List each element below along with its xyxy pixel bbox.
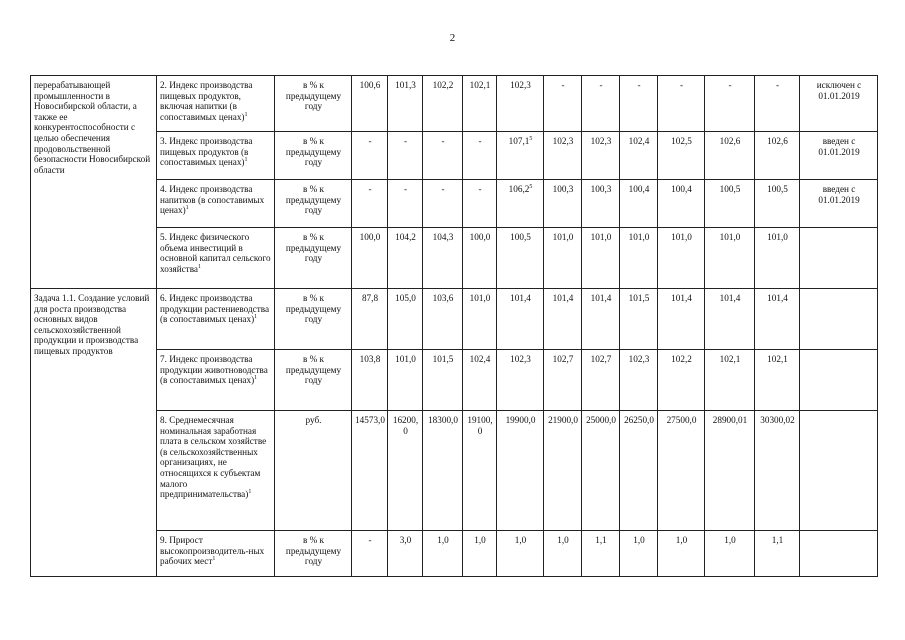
value-cell xyxy=(705,132,755,180)
unit-cell: в % к предыдущему году xyxy=(275,180,352,228)
unit-cell: в % к предыдущему году xyxy=(275,289,352,350)
indicator-name: 5. Индекс физического объема инвестиций в основной капитал сельского хозяйства xyxy=(160,232,271,274)
value-text: 101,4 xyxy=(552,293,574,303)
footnote-ref: 1 xyxy=(254,375,258,382)
indicator-cell xyxy=(157,180,275,228)
indicator-name: 4. Индекс производства напитков (в сопоставимых ценах) xyxy=(160,184,265,216)
value-text: 101,5 xyxy=(628,293,650,303)
value-cell xyxy=(497,531,544,577)
value-cell xyxy=(423,411,463,531)
value-cell xyxy=(620,411,658,531)
unit-cell: в % к предыдущему году xyxy=(275,228,352,289)
footnote-ref: 1 xyxy=(248,489,252,496)
indicator-name: 9. Прирост высокопроизводитель-ных рабочих мест xyxy=(160,535,265,567)
value-cell xyxy=(544,289,582,350)
value-text: - xyxy=(403,136,408,146)
value-text: - xyxy=(368,184,372,194)
table-row xyxy=(31,132,878,180)
value-cell xyxy=(544,228,582,289)
value-text: 19100,0 xyxy=(467,415,493,436)
indicator-name: 3. Индекс производства пищевых продуктов (в сопоставимых ценах) xyxy=(160,136,253,168)
value-text: 101,0 xyxy=(469,293,491,303)
value-cell xyxy=(582,531,620,577)
value-text: 101,3 xyxy=(395,80,416,90)
value-text: 102,1 xyxy=(469,80,491,90)
footnote-ref: 1 xyxy=(212,556,216,563)
value-text: - xyxy=(637,80,641,90)
value-cell xyxy=(582,350,620,411)
value-text: 102,6 xyxy=(767,136,788,146)
value-text: 27500,0 xyxy=(666,415,697,425)
value-cell xyxy=(705,76,755,132)
indicator-cell xyxy=(157,228,275,289)
value-cell xyxy=(388,289,423,350)
value-cell xyxy=(755,531,800,577)
value-text: 1,0 xyxy=(724,535,736,545)
value-cell xyxy=(463,132,497,180)
value-cell xyxy=(423,132,463,180)
indicator-cell xyxy=(157,411,275,531)
indicator-cell xyxy=(157,350,275,411)
value-text: 100,0 xyxy=(359,232,381,242)
value-text: - xyxy=(478,184,482,194)
value-cell xyxy=(755,350,800,411)
value-cell xyxy=(544,132,582,180)
value-text: 101,4 xyxy=(767,293,788,303)
note-cell: введен с 01.01.2019 xyxy=(800,132,878,180)
value-text: 101,4 xyxy=(719,293,741,303)
footnote-ref: 1 xyxy=(254,314,258,321)
value-text: 104,3 xyxy=(432,232,454,242)
value-cell xyxy=(705,180,755,228)
value-text: 101,0 xyxy=(628,232,650,242)
value-cell xyxy=(388,411,423,531)
value-cell xyxy=(544,411,582,531)
value-cell xyxy=(658,228,705,289)
value-text: 28900,01 xyxy=(712,415,748,425)
value-cell xyxy=(658,132,705,180)
value-cell xyxy=(352,132,388,180)
note-cell: исключен с 01.01.2019 xyxy=(800,76,878,132)
value-text: 100,5 xyxy=(719,184,741,194)
indicators-table xyxy=(30,75,878,577)
value-cell xyxy=(582,289,620,350)
note-cell xyxy=(800,411,878,531)
value-cell xyxy=(755,411,800,531)
value-text: 100,4 xyxy=(628,184,650,194)
value-cell xyxy=(423,289,463,350)
value-cell xyxy=(423,350,463,411)
value-cell xyxy=(620,228,658,289)
value-text: 102,3 xyxy=(510,80,531,90)
value-cell xyxy=(352,350,388,411)
indicator-name: 6. Индекс производства продукции растениеводства (в сопоставимых ценах) xyxy=(160,293,270,325)
value-text: 100,5 xyxy=(767,184,788,194)
value-text: - xyxy=(403,184,408,194)
value-text: 102,7 xyxy=(590,354,612,364)
value-cell xyxy=(582,411,620,531)
task-cell: перерабатывающей промышленности в Новосибирской области, а также ее конкурентоспособности с целью обеспечения продовольственной безопасности Новосибирской области xyxy=(31,76,157,289)
value-cell xyxy=(388,228,423,289)
value-cell xyxy=(658,350,705,411)
value-cell xyxy=(497,132,544,180)
unit-cell: в % к предыдущему году xyxy=(275,132,352,180)
unit-cell: руб. xyxy=(275,411,352,531)
table-row xyxy=(31,180,878,228)
value-cell xyxy=(463,76,497,132)
value-text: 102,4 xyxy=(628,136,650,146)
value-cell xyxy=(705,228,755,289)
value-text: 19900,0 xyxy=(505,415,536,425)
table-row xyxy=(31,289,878,350)
value-cell xyxy=(582,228,620,289)
value-text: 105,0 xyxy=(395,293,416,303)
value-cell xyxy=(463,228,497,289)
task-cell: Задача 1.1. Создание условий для роста производства основных видов сельскохозяйственной продукции и производства пищевых продуктов xyxy=(31,289,157,577)
value-cell xyxy=(423,76,463,132)
value-cell xyxy=(352,76,388,132)
value-text: 101,0 xyxy=(671,232,692,242)
value-text: 1,1 xyxy=(595,535,607,545)
value-cell xyxy=(705,350,755,411)
table-row xyxy=(31,76,878,132)
value-cell xyxy=(463,350,497,411)
value-cell xyxy=(755,76,800,132)
footnote-ref: 5 xyxy=(529,135,533,142)
value-cell xyxy=(388,180,423,228)
value-text: - xyxy=(478,136,482,146)
value-text: 100,5 xyxy=(510,232,531,242)
value-text: 102,7 xyxy=(552,354,574,364)
note-cell xyxy=(800,531,878,577)
value-cell xyxy=(620,76,658,132)
value-text: - xyxy=(441,136,445,146)
value-cell xyxy=(620,289,658,350)
value-text: 101,0 xyxy=(767,232,788,242)
note-cell xyxy=(800,289,878,350)
value-text: 1,0 xyxy=(437,535,449,545)
table-body xyxy=(31,76,878,577)
value-text: - xyxy=(679,80,684,90)
value-text: 103,8 xyxy=(359,354,381,364)
note-cell xyxy=(800,228,878,289)
value-text: 104,2 xyxy=(395,232,416,242)
value-text: - xyxy=(441,184,445,194)
value-text: 3,0 xyxy=(399,535,412,545)
value-cell xyxy=(497,228,544,289)
value-text: 102,6 xyxy=(719,136,741,146)
value-text: - xyxy=(599,80,603,90)
value-text: 1,0 xyxy=(474,535,486,545)
value-text: 102,3 xyxy=(590,136,612,146)
value-text: 101,4 xyxy=(671,293,692,303)
value-text: 101,0 xyxy=(552,232,574,242)
table-row xyxy=(31,228,878,289)
value-text: 101,4 xyxy=(590,293,612,303)
value-text: - xyxy=(728,80,732,90)
value-text: - xyxy=(561,80,565,90)
value-cell xyxy=(463,531,497,577)
value-text: 101,0 xyxy=(395,354,416,364)
indicator-cell xyxy=(157,132,275,180)
value-cell xyxy=(544,531,582,577)
value-text: 102,1 xyxy=(767,354,788,364)
value-text: 101,5 xyxy=(432,354,454,364)
value-cell xyxy=(497,350,544,411)
value-text: 100,4 xyxy=(671,184,692,194)
value-text: - xyxy=(775,80,780,90)
value-text: - xyxy=(368,136,372,146)
value-text: - xyxy=(368,535,372,545)
value-text: 102,4 xyxy=(469,354,491,364)
value-text: 107,1 xyxy=(508,136,530,146)
indicator-cell xyxy=(157,289,275,350)
value-cell xyxy=(352,180,388,228)
value-text: 100,3 xyxy=(552,184,574,194)
value-cell xyxy=(705,531,755,577)
value-cell xyxy=(658,531,705,577)
note-cell: введен с 01.01.2019 xyxy=(800,180,878,228)
value-cell xyxy=(544,180,582,228)
value-cell xyxy=(620,350,658,411)
value-text: 26250,0 xyxy=(624,415,654,425)
value-cell xyxy=(388,76,423,132)
value-cell xyxy=(423,228,463,289)
value-text: 101,0 xyxy=(590,232,612,242)
value-text: 102,1 xyxy=(719,354,741,364)
footnote-ref: 1 xyxy=(244,157,248,164)
value-text: 1,0 xyxy=(633,535,645,545)
value-cell xyxy=(658,76,705,132)
page-number: 2 xyxy=(449,32,456,44)
value-cell xyxy=(705,411,755,531)
value-text: 25000,0 xyxy=(586,415,616,425)
indicator-name: 8. Среднемесячная номинальная заработная плата в сельском хозяйстве (в сельскохозяйственных организациях, не относящихся к субъектам малого предпринимательства) xyxy=(160,415,267,500)
value-cell xyxy=(544,350,582,411)
footnote-ref: 5 xyxy=(529,183,533,190)
value-text: 101,0 xyxy=(719,232,741,242)
value-cell xyxy=(497,289,544,350)
value-cell xyxy=(497,180,544,228)
value-text: 21900,0 xyxy=(548,415,578,425)
value-cell xyxy=(582,76,620,132)
value-cell xyxy=(388,350,423,411)
value-cell xyxy=(388,531,423,577)
value-cell xyxy=(658,411,705,531)
value-cell xyxy=(423,531,463,577)
value-cell xyxy=(463,411,497,531)
value-text: 106,2 xyxy=(508,184,530,194)
value-text: 102,2 xyxy=(432,80,454,90)
value-cell xyxy=(497,76,544,132)
value-cell xyxy=(755,180,800,228)
value-cell xyxy=(423,180,463,228)
value-text: 101,4 xyxy=(510,293,531,303)
table-row xyxy=(31,411,878,531)
value-text: 102,3 xyxy=(510,354,531,364)
note-cell xyxy=(800,350,878,411)
value-cell xyxy=(705,289,755,350)
table-row xyxy=(31,350,878,411)
value-text: 18300,0 xyxy=(428,415,458,425)
value-cell xyxy=(620,132,658,180)
value-text: 102,3 xyxy=(628,354,650,364)
value-cell xyxy=(463,289,497,350)
indicator-name: 2. Индекс производства пищевых продуктов, включая напитки (в сопоставимых ценах) xyxy=(160,80,253,122)
value-text: 103,6 xyxy=(432,293,454,303)
value-cell xyxy=(658,180,705,228)
value-text: 100,3 xyxy=(590,184,612,194)
value-cell xyxy=(352,531,388,577)
value-cell xyxy=(497,411,544,531)
value-cell xyxy=(582,132,620,180)
value-cell xyxy=(755,228,800,289)
value-cell xyxy=(620,180,658,228)
unit-cell: в % к предыдущему году xyxy=(275,531,352,577)
unit-cell: в % к предыдущему году xyxy=(275,76,352,132)
unit-cell: в % к предыдущему году xyxy=(275,350,352,411)
value-text: 30300,02 xyxy=(760,415,795,425)
value-text: 102,5 xyxy=(671,136,692,146)
indicator-name: 7. Индекс производства продукции животноводства (в сопоставимых ценах) xyxy=(160,354,268,386)
value-text: 100,6 xyxy=(359,80,381,90)
indicator-cell xyxy=(157,76,275,132)
value-text: 1,1 xyxy=(771,535,784,545)
value-text: 1,0 xyxy=(675,535,688,545)
value-cell xyxy=(463,180,497,228)
value-text: 1,0 xyxy=(514,535,527,545)
footnote-ref: 1 xyxy=(185,205,189,212)
value-cell xyxy=(544,76,582,132)
value-cell xyxy=(755,132,800,180)
value-text: 102,2 xyxy=(671,354,692,364)
value-text: 102,3 xyxy=(552,136,574,146)
value-text: 16200,0 xyxy=(392,415,419,436)
footnote-ref: 1 xyxy=(244,111,248,118)
value-cell xyxy=(352,411,388,531)
value-cell xyxy=(352,228,388,289)
value-text: 100,0 xyxy=(469,232,491,242)
value-cell xyxy=(582,180,620,228)
value-text: 14573,0 xyxy=(355,415,385,425)
value-cell xyxy=(658,289,705,350)
value-text: 87,8 xyxy=(361,293,379,303)
value-cell xyxy=(620,531,658,577)
table-row xyxy=(31,531,878,577)
value-cell xyxy=(388,132,423,180)
footnote-ref: 1 xyxy=(198,263,201,270)
value-text: 1,0 xyxy=(557,535,569,545)
value-cell xyxy=(755,289,800,350)
value-cell xyxy=(352,289,388,350)
indicator-cell xyxy=(157,531,275,577)
